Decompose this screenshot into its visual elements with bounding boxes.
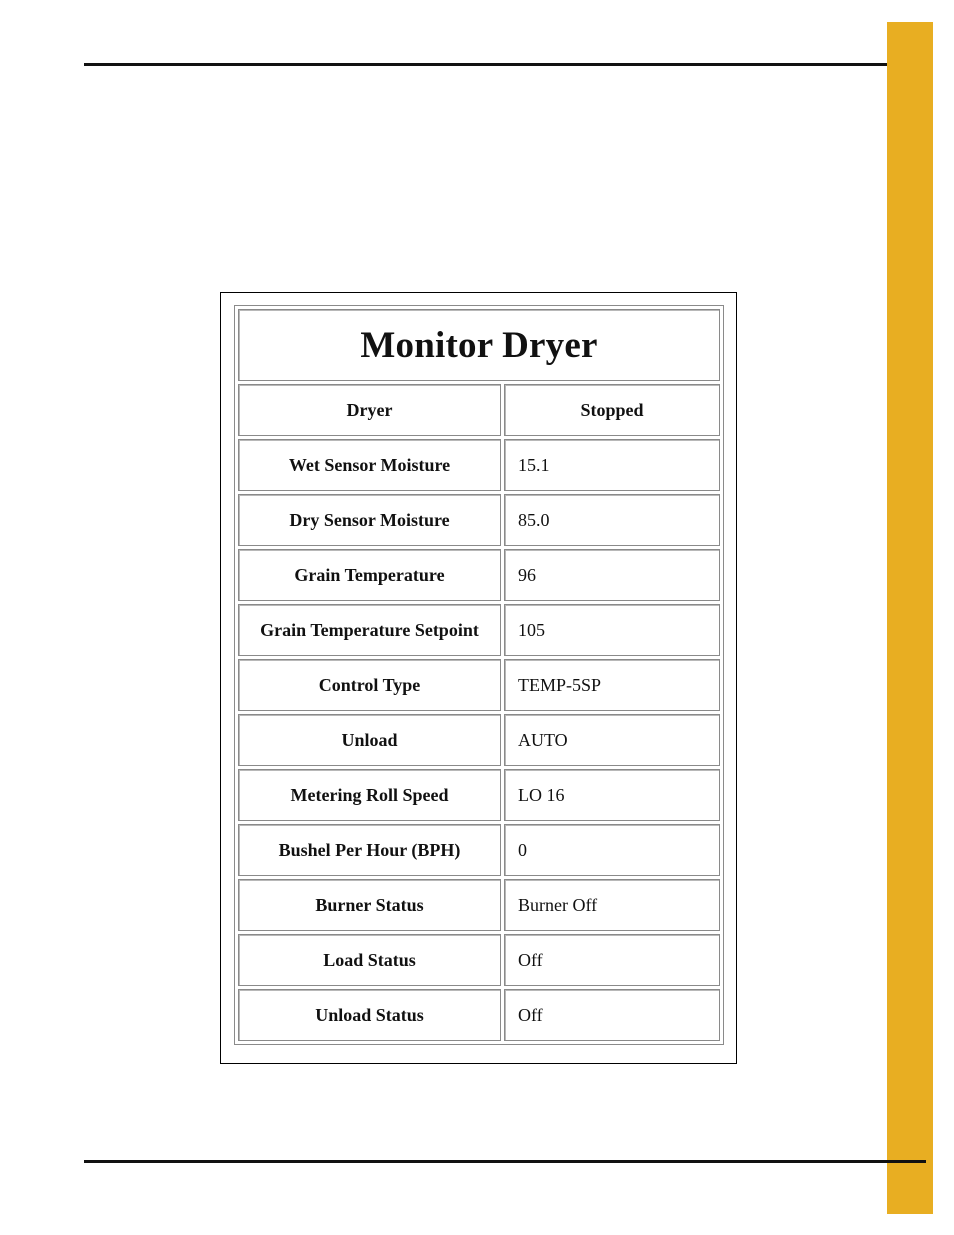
row-value: TEMP-5SP <box>504 659 720 711</box>
row-value: 96 <box>504 549 720 601</box>
table-row <box>238 989 720 1041</box>
row-label: Bushel Per Hour (BPH) <box>238 824 501 876</box>
row-label: Burner Status <box>238 879 501 931</box>
row-value: 85.0 <box>504 494 720 546</box>
table-row <box>238 659 720 711</box>
row-label: Dryer <box>238 384 501 436</box>
dryer-status-value: Stopped <box>504 384 720 436</box>
monitor-screenshot-frame <box>220 292 737 1064</box>
table-row-dryer <box>238 384 720 436</box>
table-row <box>238 604 720 656</box>
row-value: 15.1 <box>504 439 720 491</box>
monitor-dryer-table <box>234 305 724 1045</box>
row-label: Metering Roll Speed <box>238 769 501 821</box>
row-value: LO 16 <box>504 769 720 821</box>
bottom-divider <box>84 1160 926 1163</box>
title-row <box>238 309 720 381</box>
table-row <box>238 769 720 821</box>
row-label: Grain Temperature Setpoint <box>238 604 501 656</box>
table-row <box>238 549 720 601</box>
table-row <box>238 714 720 766</box>
row-label: Load Status <box>238 934 501 986</box>
row-label: Unload Status <box>238 989 501 1041</box>
row-value: 0 <box>504 824 720 876</box>
row-label: Dry Sensor Moisture <box>238 494 501 546</box>
row-value: Off <box>504 934 720 986</box>
table-row <box>238 824 720 876</box>
row-label: Wet Sensor Moisture <box>238 439 501 491</box>
table-row <box>238 879 720 931</box>
row-value: Off <box>504 989 720 1041</box>
row-value: Burner Off <box>504 879 720 931</box>
row-label: Control Type <box>238 659 501 711</box>
row-value: 105 <box>504 604 720 656</box>
top-divider <box>84 63 926 66</box>
panel-title: Monitor Dryer <box>238 309 720 381</box>
table-row <box>238 439 720 491</box>
table-row <box>238 934 720 986</box>
table-row <box>238 494 720 546</box>
section-tab <box>887 22 933 1214</box>
row-value: AUTO <box>504 714 720 766</box>
row-label: Unload <box>238 714 501 766</box>
row-label: Grain Temperature <box>238 549 501 601</box>
